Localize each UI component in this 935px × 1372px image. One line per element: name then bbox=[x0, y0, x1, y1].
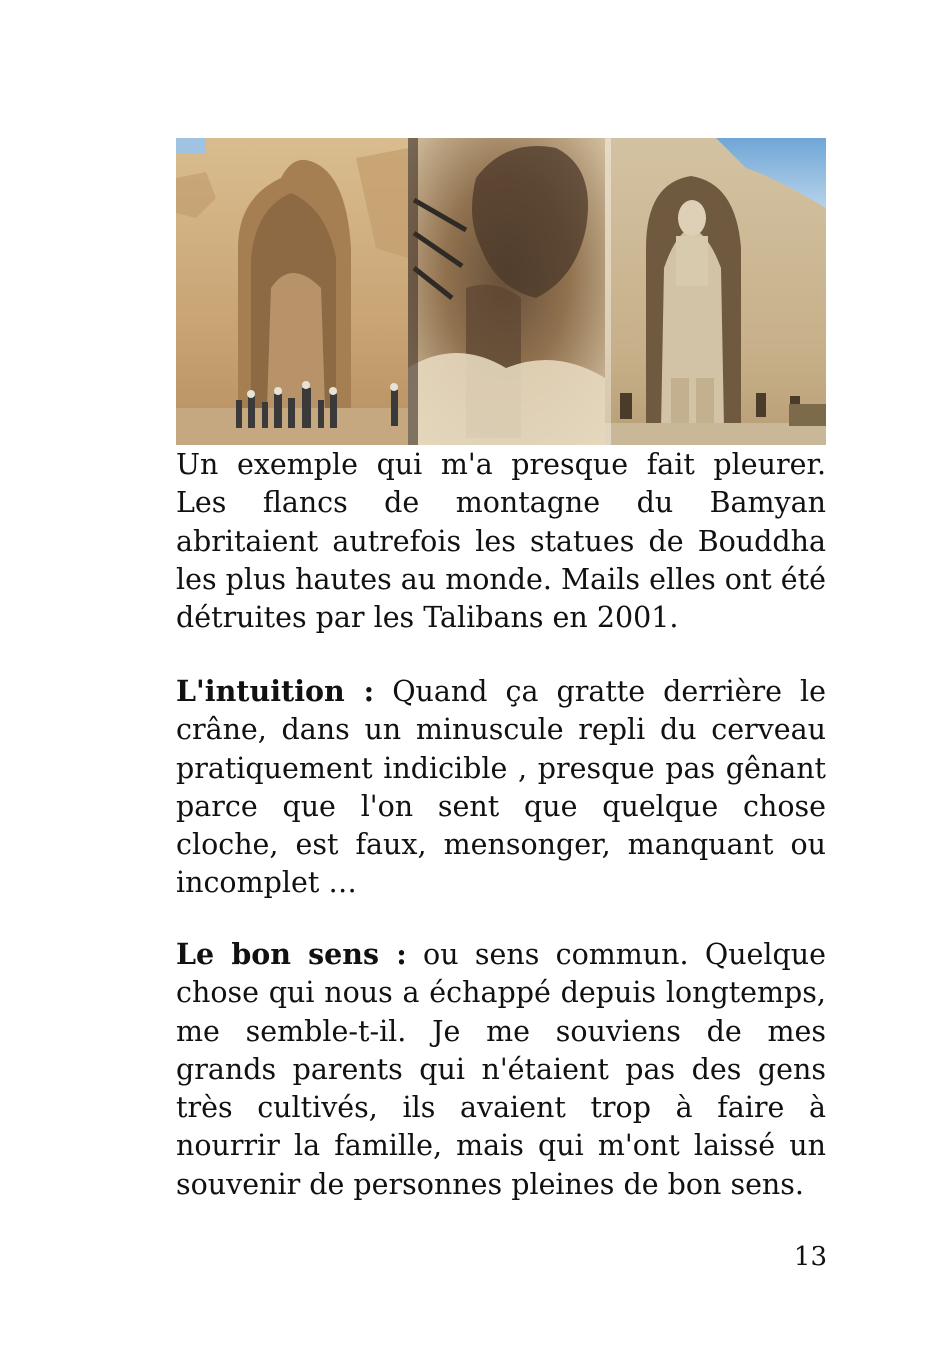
photo-explosion bbox=[408, 138, 605, 445]
bamyan-photo-strip bbox=[176, 138, 826, 445]
photo-empty-niche bbox=[176, 138, 408, 445]
intuition-term: L'intuition : bbox=[176, 674, 375, 708]
photo-intact-buddha bbox=[605, 138, 826, 445]
intuition-text: Quand ça gratte derrière le crâne, dans un minuscule repli du cerveau pratiquement indicible , presque pas gênant parce que l'on sent que quelque chose cloche, est faux, mensonger, manquant ou incomplet … bbox=[176, 675, 826, 900]
bon-sens-text: ou sens commun. Quelque chose qui nous a échappé depuis longtemps, me semble-t-il. Je me souviens de mes grands parents qui n'étaient pas des gens très cultivés, ils avaient trop à faire à nourrir la famille, mais qui m'ont laissé un souvenir de personnes pleines de bon sens. bbox=[176, 938, 827, 1201]
bon-sens-term: Le bon sens : bbox=[176, 937, 407, 971]
photo-caption: Un exemple qui m'a presque fait pleurer. Les flancs de montagne du Bamyan abritaient autrefois les statues de Bouddha les plus hautes au monde. Mails elles ont été détruites par les Talibans en 2001. bbox=[176, 448, 826, 635]
page-number: 13 bbox=[793, 1242, 827, 1272]
bon-sens-paragraph bbox=[176, 935, 826, 1204]
intuition-paragraph bbox=[176, 672, 826, 903]
